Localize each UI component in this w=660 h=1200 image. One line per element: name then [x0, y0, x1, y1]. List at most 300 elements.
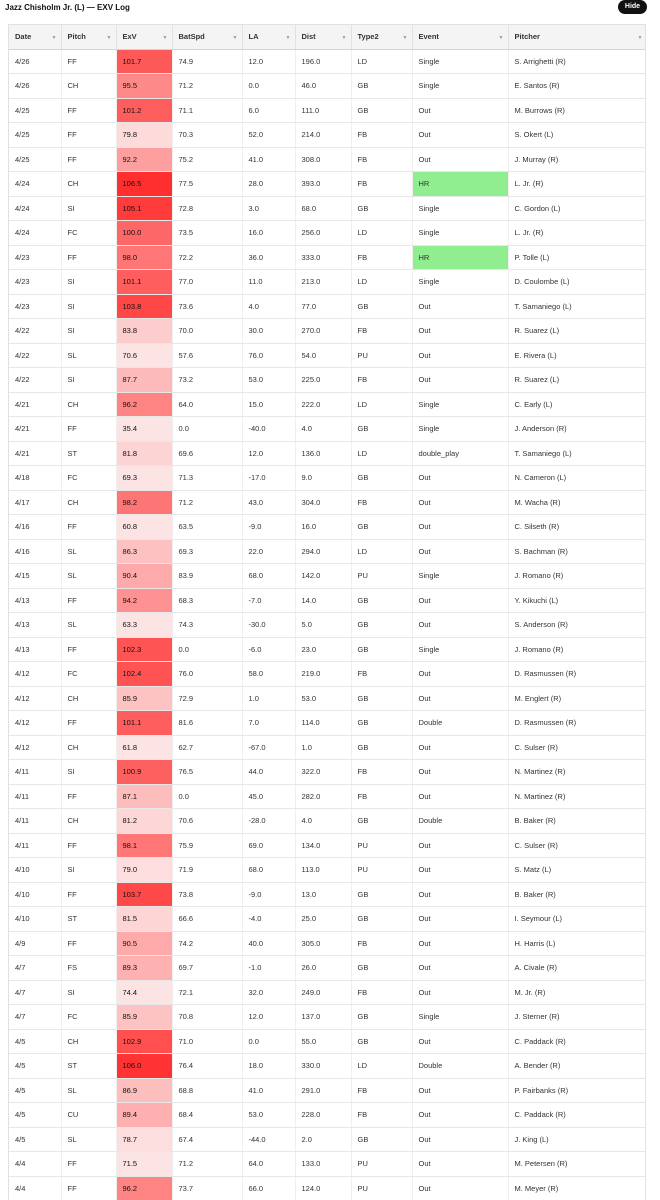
pitcher-cell: S. Matz (L)	[508, 858, 646, 883]
date-cell: 4/7	[9, 1005, 61, 1030]
event-cell: HR	[412, 172, 508, 197]
column-header-dist[interactable]	[295, 25, 351, 49]
date-cell: 4/24	[9, 172, 61, 197]
la-cell: 36.0	[242, 245, 295, 270]
type2-cell: FB	[351, 760, 412, 785]
pitch-cell: SL	[61, 613, 116, 638]
pitch-cell: SI	[61, 196, 116, 221]
date-cell: 4/4	[9, 1176, 61, 1200]
pitcher-cell: A. Bender (R)	[508, 1054, 646, 1079]
exv-cell: 61.8	[116, 735, 172, 760]
dist-cell: 55.0	[295, 1029, 351, 1054]
table-row	[9, 564, 646, 589]
la-cell: -4.0	[242, 907, 295, 932]
table-row	[9, 588, 646, 613]
type2-cell: FB	[351, 1103, 412, 1128]
type2-cell: LD	[351, 1054, 412, 1079]
la-cell: 6.0	[242, 98, 295, 123]
la-cell: 7.0	[242, 711, 295, 736]
batspd-cell: 68.4	[172, 1103, 242, 1128]
type2-cell: PU	[351, 1176, 412, 1200]
sort-arrow-icon[interactable]: ▼	[637, 35, 643, 41]
hide-button[interactable]: Hide	[618, 0, 647, 14]
event-cell: Out	[412, 466, 508, 491]
type2-cell: GB	[351, 1005, 412, 1030]
exv-cell: 96.2	[116, 1176, 172, 1200]
pitch-cell: FC	[61, 1005, 116, 1030]
type2-cell: GB	[351, 74, 412, 99]
table-row	[9, 735, 646, 760]
batspd-cell: 71.9	[172, 858, 242, 883]
pitcher-cell: J. Murray (R)	[508, 147, 646, 172]
pitch-cell: FF	[61, 123, 116, 148]
dist-cell: 270.0	[295, 319, 351, 344]
title-bar	[0, 0, 660, 18]
type2-cell: GB	[351, 466, 412, 491]
batspd-cell: 73.8	[172, 882, 242, 907]
pitcher-cell: M. Wacha (R)	[508, 490, 646, 515]
column-header-pitcher[interactable]	[508, 25, 646, 49]
event-cell: Out	[412, 980, 508, 1005]
type2-cell: GB	[351, 686, 412, 711]
dist-cell: 322.0	[295, 760, 351, 785]
date-cell: 4/5	[9, 1127, 61, 1152]
type2-cell: PU	[351, 833, 412, 858]
pitch-cell: FF	[61, 49, 116, 74]
column-header-pitch[interactable]	[61, 25, 116, 49]
exv-cell: 101.2	[116, 98, 172, 123]
date-cell: 4/12	[9, 662, 61, 687]
type2-cell: PU	[351, 858, 412, 883]
date-cell: 4/7	[9, 956, 61, 981]
la-cell: 22.0	[242, 539, 295, 564]
date-cell: 4/12	[9, 735, 61, 760]
table-row	[9, 466, 646, 491]
type2-cell: LD	[351, 49, 412, 74]
table-row	[9, 98, 646, 123]
date-cell: 4/17	[9, 490, 61, 515]
column-header-label: Date	[15, 32, 32, 42]
dist-cell: 213.0	[295, 270, 351, 295]
la-cell: 0.0	[242, 74, 295, 99]
la-cell: 44.0	[242, 760, 295, 785]
pitch-cell: FF	[61, 1152, 116, 1177]
batspd-cell: 0.0	[172, 417, 242, 442]
exv-cell: 100.9	[116, 760, 172, 785]
table-row	[9, 1029, 646, 1054]
batspd-cell: 74.9	[172, 49, 242, 74]
date-cell: 4/22	[9, 343, 61, 368]
batspd-cell: 75.2	[172, 147, 242, 172]
event-cell: Out	[412, 588, 508, 613]
exv-cell: 89.3	[116, 956, 172, 981]
event-cell: Out	[412, 858, 508, 883]
exv-cell: 81.5	[116, 907, 172, 932]
date-cell: 4/22	[9, 319, 61, 344]
la-cell: 64.0	[242, 1152, 295, 1177]
pitch-cell: SI	[61, 368, 116, 393]
pitch-cell: FC	[61, 466, 116, 491]
table-row	[9, 417, 646, 442]
date-cell: 4/15	[9, 564, 61, 589]
exv-cell: 98.2	[116, 490, 172, 515]
date-cell: 4/11	[9, 760, 61, 785]
batspd-cell: 76.5	[172, 760, 242, 785]
pitch-cell: CH	[61, 1029, 116, 1054]
type2-cell: GB	[351, 294, 412, 319]
dist-cell: 23.0	[295, 637, 351, 662]
pitch-cell: SL	[61, 343, 116, 368]
pitcher-cell: H. Harris (L)	[508, 931, 646, 956]
table-row	[9, 196, 646, 221]
event-cell: HR	[412, 245, 508, 270]
la-cell: 11.0	[242, 270, 295, 295]
event-cell: Double	[412, 809, 508, 834]
type2-cell: LD	[351, 221, 412, 246]
type2-cell: GB	[351, 907, 412, 932]
exv-cell: 71.5	[116, 1152, 172, 1177]
dist-cell: 4.0	[295, 809, 351, 834]
sort-arrow-icon[interactable]: ▼	[402, 35, 408, 41]
la-cell: 41.0	[242, 1078, 295, 1103]
date-cell: 4/21	[9, 441, 61, 466]
la-cell: 32.0	[242, 980, 295, 1005]
event-cell: Out	[412, 294, 508, 319]
exv-cell: 89.4	[116, 1103, 172, 1128]
pitcher-cell: M. Petersen (R)	[508, 1152, 646, 1177]
exv-cell: 98.1	[116, 833, 172, 858]
type2-cell: FB	[351, 784, 412, 809]
dist-cell: 137.0	[295, 1005, 351, 1030]
event-cell: Out	[412, 343, 508, 368]
date-cell: 4/23	[9, 270, 61, 295]
la-cell: 43.0	[242, 490, 295, 515]
pitch-cell: SL	[61, 539, 116, 564]
pitcher-cell: R. Suarez (L)	[508, 368, 646, 393]
exv-cell: 69.3	[116, 466, 172, 491]
la-cell: -17.0	[242, 466, 295, 491]
sort-arrow-icon[interactable]: ▼	[232, 35, 238, 41]
pitcher-cell: N. Martinez (R)	[508, 760, 646, 785]
event-cell: double_play	[412, 441, 508, 466]
pitcher-cell: S. Bachman (R)	[508, 539, 646, 564]
event-cell: Out	[412, 931, 508, 956]
exv-cell: 103.7	[116, 882, 172, 907]
event-cell: Out	[412, 1103, 508, 1128]
exv-cell: 85.9	[116, 1005, 172, 1030]
type2-cell: GB	[351, 809, 412, 834]
event-cell: Out	[412, 784, 508, 809]
date-cell: 4/5	[9, 1029, 61, 1054]
date-cell: 4/10	[9, 858, 61, 883]
dist-cell: 304.0	[295, 490, 351, 515]
dist-cell: 54.0	[295, 343, 351, 368]
column-header-la[interactable]	[242, 25, 295, 49]
pitcher-cell: P. Tolle (L)	[508, 245, 646, 270]
pitcher-cell: S. Anderson (R)	[508, 613, 646, 638]
column-header-label: Type2	[357, 32, 379, 42]
column-header-type2[interactable]	[351, 25, 412, 49]
table-row	[9, 172, 646, 197]
pitcher-cell: E. Rivera (L)	[508, 343, 646, 368]
table-row	[9, 245, 646, 270]
column-header-exv[interactable]	[116, 25, 172, 49]
dist-cell: 9.0	[295, 466, 351, 491]
dist-cell: 256.0	[295, 221, 351, 246]
pitch-cell: CH	[61, 809, 116, 834]
table-body	[9, 49, 646, 1200]
exv-cell: 86.9	[116, 1078, 172, 1103]
event-cell: Double	[412, 1054, 508, 1079]
la-cell: 12.0	[242, 1005, 295, 1030]
date-cell: 4/24	[9, 221, 61, 246]
pitcher-cell: C. Paddack (R)	[508, 1103, 646, 1128]
column-header-label: BatSpd	[178, 32, 205, 42]
table-row	[9, 711, 646, 736]
la-cell: -30.0	[242, 613, 295, 638]
sort-arrow-icon[interactable]: ▼	[341, 35, 347, 41]
type2-cell: LD	[351, 441, 412, 466]
exv-cell: 103.8	[116, 294, 172, 319]
batspd-cell: 73.5	[172, 221, 242, 246]
pitch-cell: FF	[61, 784, 116, 809]
table-row	[9, 392, 646, 417]
table-row	[9, 858, 646, 883]
column-header-event[interactable]	[412, 25, 508, 49]
batspd-cell: 63.5	[172, 515, 242, 540]
event-cell: Single	[412, 74, 508, 99]
column-header-batspd[interactable]	[172, 25, 242, 49]
pitcher-cell: J. Anderson (R)	[508, 417, 646, 442]
event-cell: Out	[412, 686, 508, 711]
type2-cell: FB	[351, 980, 412, 1005]
date-cell: 4/25	[9, 147, 61, 172]
date-cell: 4/11	[9, 809, 61, 834]
dist-cell: 282.0	[295, 784, 351, 809]
batspd-cell: 71.0	[172, 1029, 242, 1054]
exv-cell: 95.5	[116, 74, 172, 99]
pitch-cell: CH	[61, 490, 116, 515]
pitcher-cell: C. Gordon (L)	[508, 196, 646, 221]
table-row	[9, 760, 646, 785]
event-cell: Single	[412, 196, 508, 221]
date-cell: 4/5	[9, 1054, 61, 1079]
exv-cell: 70.6	[116, 343, 172, 368]
exv-cell: 105.1	[116, 196, 172, 221]
batspd-cell: 73.7	[172, 1176, 242, 1200]
dist-cell: 333.0	[295, 245, 351, 270]
dist-cell: 249.0	[295, 980, 351, 1005]
table-row	[9, 368, 646, 393]
batspd-cell: 69.7	[172, 956, 242, 981]
la-cell: 15.0	[242, 392, 295, 417]
pitch-cell: SI	[61, 760, 116, 785]
batspd-cell: 71.3	[172, 466, 242, 491]
dist-cell: 77.0	[295, 294, 351, 319]
exv-cell: 81.8	[116, 441, 172, 466]
event-cell: Out	[412, 98, 508, 123]
table-row	[9, 74, 646, 99]
pitch-cell: FC	[61, 662, 116, 687]
pitch-cell: CH	[61, 392, 116, 417]
type2-cell: FB	[351, 662, 412, 687]
date-cell: 4/13	[9, 588, 61, 613]
table-row	[9, 147, 646, 172]
type2-cell: GB	[351, 613, 412, 638]
pitch-cell: FF	[61, 147, 116, 172]
type2-cell: GB	[351, 515, 412, 540]
batspd-cell: 64.0	[172, 392, 242, 417]
la-cell: 45.0	[242, 784, 295, 809]
dist-cell: 26.0	[295, 956, 351, 981]
type2-cell: FB	[351, 368, 412, 393]
type2-cell: GB	[351, 1029, 412, 1054]
batspd-cell: 66.6	[172, 907, 242, 932]
event-cell: Out	[412, 515, 508, 540]
batspd-cell: 72.2	[172, 245, 242, 270]
pitch-cell: SL	[61, 1127, 116, 1152]
table-row	[9, 270, 646, 295]
pitcher-cell: M. Jr. (R)	[508, 980, 646, 1005]
pitcher-cell: J. Romano (R)	[508, 637, 646, 662]
exv-cell: 102.9	[116, 1029, 172, 1054]
la-cell: 3.0	[242, 196, 295, 221]
type2-cell: PU	[351, 564, 412, 589]
date-cell: 4/18	[9, 466, 61, 491]
exv-cell: 101.1	[116, 711, 172, 736]
event-cell: Single	[412, 1005, 508, 1030]
exv-cell: 94.2	[116, 588, 172, 613]
batspd-cell: 72.8	[172, 196, 242, 221]
dist-cell: 291.0	[295, 1078, 351, 1103]
exv-cell: 60.8	[116, 515, 172, 540]
table-row	[9, 539, 646, 564]
exv-cell: 101.1	[116, 270, 172, 295]
exv-cell: 87.7	[116, 368, 172, 393]
pitch-cell: FF	[61, 931, 116, 956]
la-cell: -1.0	[242, 956, 295, 981]
pitcher-cell: J. Sterner (R)	[508, 1005, 646, 1030]
date-cell: 4/12	[9, 686, 61, 711]
pitch-cell: SI	[61, 294, 116, 319]
date-cell: 4/21	[9, 392, 61, 417]
pitch-cell: CH	[61, 735, 116, 760]
exv-log-table-container	[8, 24, 646, 1200]
pitcher-cell: B. Baker (R)	[508, 809, 646, 834]
la-cell: 41.0	[242, 147, 295, 172]
la-cell: 30.0	[242, 319, 295, 344]
event-cell: Out	[412, 956, 508, 981]
dist-cell: 68.0	[295, 196, 351, 221]
table-row	[9, 1103, 646, 1128]
pitcher-cell: C. Sulser (R)	[508, 833, 646, 858]
table-row	[9, 784, 646, 809]
exv-cell: 83.8	[116, 319, 172, 344]
sort-arrow-icon[interactable]: ▼	[51, 35, 57, 41]
exv-log-table	[9, 25, 646, 1200]
column-header-label: Pitcher	[514, 32, 540, 42]
date-cell: 4/9	[9, 931, 61, 956]
exv-cell: 90.4	[116, 564, 172, 589]
la-cell: -9.0	[242, 515, 295, 540]
batspd-cell: 70.3	[172, 123, 242, 148]
pitch-cell: SL	[61, 564, 116, 589]
la-cell: 40.0	[242, 931, 295, 956]
event-cell: Single	[412, 564, 508, 589]
date-cell: 4/11	[9, 784, 61, 809]
dist-cell: 330.0	[295, 1054, 351, 1079]
pitcher-cell: M. Meyer (R)	[508, 1176, 646, 1200]
date-cell: 4/10	[9, 907, 61, 932]
pitch-cell: SI	[61, 858, 116, 883]
exv-cell: 102.4	[116, 662, 172, 687]
batspd-cell: 62.7	[172, 735, 242, 760]
batspd-cell: 73.2	[172, 368, 242, 393]
event-cell: Out	[412, 319, 508, 344]
batspd-cell: 69.6	[172, 441, 242, 466]
table-row	[9, 1005, 646, 1030]
type2-cell: GB	[351, 882, 412, 907]
type2-cell: FB	[351, 931, 412, 956]
type2-cell: FB	[351, 147, 412, 172]
event-cell: Out	[412, 490, 508, 515]
la-cell: -6.0	[242, 637, 295, 662]
type2-cell: FB	[351, 245, 412, 270]
batspd-cell: 68.3	[172, 588, 242, 613]
event-cell: Out	[412, 833, 508, 858]
dist-cell: 219.0	[295, 662, 351, 687]
sort-arrow-icon[interactable]: ▼	[106, 35, 112, 41]
pitch-cell: SI	[61, 319, 116, 344]
la-cell: -28.0	[242, 809, 295, 834]
table-row	[9, 221, 646, 246]
column-header-label: Pitch	[67, 32, 86, 42]
dist-cell: 228.0	[295, 1103, 351, 1128]
event-cell: Out	[412, 882, 508, 907]
la-cell: 16.0	[242, 221, 295, 246]
sort-arrow-icon[interactable]: ▼	[285, 35, 291, 41]
la-cell: 68.0	[242, 564, 295, 589]
sort-arrow-icon[interactable]: ▼	[498, 35, 504, 41]
type2-cell: GB	[351, 196, 412, 221]
type2-cell: GB	[351, 637, 412, 662]
date-cell: 4/13	[9, 637, 61, 662]
date-cell: 4/23	[9, 245, 61, 270]
date-cell: 4/26	[9, 49, 61, 74]
table-row	[9, 1127, 646, 1152]
exv-cell: 87.1	[116, 784, 172, 809]
sort-arrow-icon[interactable]: ▼	[162, 35, 168, 41]
pitch-cell: FC	[61, 221, 116, 246]
type2-cell: LD	[351, 392, 412, 417]
la-cell: -40.0	[242, 417, 295, 442]
batspd-cell: 71.2	[172, 490, 242, 515]
table-row	[9, 441, 646, 466]
event-cell: Out	[412, 907, 508, 932]
column-header-date[interactable]	[9, 25, 61, 49]
exv-cell: 63.3	[116, 613, 172, 638]
batspd-cell: 73.6	[172, 294, 242, 319]
pitcher-cell: T. Samaniego (L)	[508, 441, 646, 466]
table-row	[9, 956, 646, 981]
date-cell: 4/5	[9, 1103, 61, 1128]
dist-cell: 393.0	[295, 172, 351, 197]
type2-cell: FB	[351, 123, 412, 148]
batspd-cell: 70.0	[172, 319, 242, 344]
event-cell: Out	[412, 1127, 508, 1152]
exv-cell: 106.5	[116, 172, 172, 197]
dist-cell: 214.0	[295, 123, 351, 148]
